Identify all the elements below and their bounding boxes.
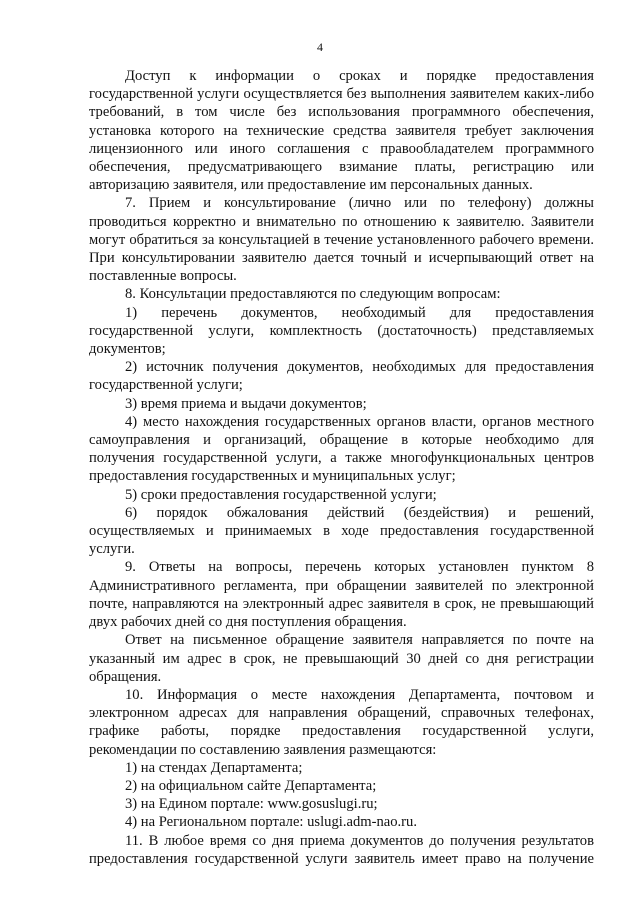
list-item-10-2: 2) на официальном сайте Департамента;: [125, 777, 377, 794]
paragraph-written-reply: Ответ на письменное обращение заявителя направляется по почте на указанный им адрес в срок, не превышающий 30 дней со дня регистрации обращения.: [89, 632, 594, 685]
paragraph-9-answers: 9. Ответы на вопросы, перечень которых установлен пунктом 8 Административного регламента, при обращении заявителей по электронной почте, направляются на электронный адрес заявителя в срок, не превышающий двух рабочих дней со дня поступления обращения.: [89, 559, 594, 631]
list-item-10-1: 1) на стендах Департамента;: [125, 759, 303, 776]
list-item-8-5: 5) сроки предоставления государственной услуги;: [125, 486, 437, 503]
list-item-8-1: 1) перечень документов, необходимый для предоставления государственной услуги, комплектность (достаточность) представляемых документов;: [89, 304, 594, 358]
paragraph-7-reception: 7. Прием и консультирование (лично или по телефону) должны проводиться корректно и внимательно по отношению к заявителю. Заявители могут обратиться за консультацией в течение установленного рабочего времени. При консультировании заявителю дается точный и исчерпывающий ответ на поставленные вопросы.: [89, 195, 594, 285]
list-item-8-6: 6) порядок обжалования действий (бездействия) и решений, осуществляемых и принимаемых в ходе предоставления государственной услуги.: [89, 504, 594, 558]
list-item-8-2: 2) источник получения документов, необходимых для предоставления государственной услуги;: [89, 359, 594, 394]
document-body: [89, 67, 594, 868]
paragraph-10-information: 10. Информация о месте нахождения Департамента, почтовом и электронном адресах для направления обращений, справочных телефонах, графике работы, порядке предоставления государственной услуги, рекомендации по составлению заявления размещаются:: [89, 686, 594, 758]
paragraph-8-consultations: 8. Консультации предоставляются по следующим вопросам:: [125, 286, 501, 303]
list-item-10-3: 3) на Едином портале: www.gosuslugi.ru;: [125, 796, 378, 813]
paragraph-11-partial: 11. В любое время со дня приема документов до получения результатов предоставления государственной услуги заявитель имеет право на получение: [89, 832, 594, 867]
list-item-8-4: 4) место нахождения государственных органов власти, органов местного самоуправления и организаций, обращение в которые необходимо для получения государственной услуги, а также многофункциональных центров предоставления государственных и муниципальных услуг;: [89, 413, 594, 485]
list-item-10-4: 4) на Региональном портале: uslugi.adm-nao.ru.: [125, 814, 417, 831]
paragraph-access-info: Доступ к информации о сроках и порядке предоставления государственной услуги осуществляется без выполнения заявителем каких-либо требований, в том числе без использования программного обеспечения, установка которого на технические средства заявителя требует заключения лицензионного или иного соглашения с правообладателем программного обеспечения, предусматривающего взимание платы, регистрацию или авторизацию заявителя, или предоставление им персональных данных.: [89, 68, 594, 194]
list-item-8-3: 3) время приема и выдачи документов;: [125, 395, 367, 412]
page-number: 4: [317, 40, 323, 54]
